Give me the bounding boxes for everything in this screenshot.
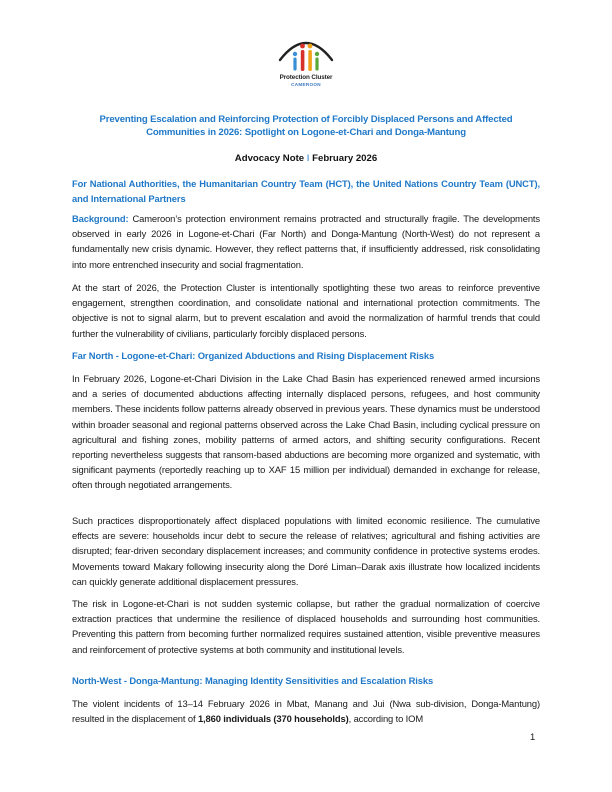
background-text: Cameroon’s protection environment remains protracted and structurally fragile. The developments observed in early 2026 in Logone-et-Chari (Far North) and Donga-Mantung (North-West) do not represent a fundamentally new crisis dynamic. However, they reflect patterns that, if insufficiently addressed, risk consolidating into more entrenched insecurity and social fragmentation. xyxy=(72,213,540,270)
far-north-paragraph-3: The risk in Logone-et-Chari is not sudden systemic collapse, but rather the gradual normalization of coercive extraction practices that undermine the resilience of displaced households and surrounding host communities. Preventing this pattern from becoming further normalized requires sustained attention, visible preventive measures and reinforcement of protective systems at both community and institutional levels. xyxy=(72,598,540,655)
section-heading-north-west: North-West - Donga-Mantung: Managing Identity Sensitivities and Escalation Risks xyxy=(72,675,434,686)
document-title: Preventing Escalation and Reinforcing Protection of Forcibly Displaced Persons and Affected Communities in 2026: Spotlight on Logone-et-Chari and Donga-Mantung xyxy=(99,114,513,138)
document-subtitle xyxy=(72,153,540,164)
intro-paragraph: At the start of 2026, the Protection Cluster is intentionally spotlighting these two areas to reinforce preventive engagement, strengthen coordination, and consolidate national and international protection commitments. The objective is not to signal alarm, but to prevent escalation and avoid the normalization of harmful trends that could further the vulnerability of civilians, particularly forcibly displaced persons. xyxy=(72,282,540,339)
north-west-paragraph-1 xyxy=(72,696,540,726)
protection-cluster-logo xyxy=(276,24,336,96)
paragraph-text: The violent incidents of 13–14 February 2026 in Mbat, Manang and Jui (Nwa sub-division, Donga-Mantung) resulted in the displacement of xyxy=(72,698,540,725)
far-north-paragraph-1: In February 2026, Logone-et-Chari Division in the Lake Chad Basin has experienced renewed armed incursions and a series of documented abductions affecting internally displaced persons, refugees, and host community members. These incidents follow patterns already observed in previous years. These dynamics must be understood within broader seasonal and regional patterns observed across the Lake Chad Basin, including cyclical pressure on agricultural and fishing zones, mobility patterns of armed actors, and shifting security configurations. Recent reporting nevertheless suggests that ransom-based abductions are becoming more organized and systematic, with significant payments (reportedly reaching up to XAF 15 million per individual) demanded in exchange for release, often through negotiated arrangements. xyxy=(72,373,540,491)
logo-name: Protection Cluster xyxy=(279,74,333,81)
note-type: Advocacy Note xyxy=(234,153,305,164)
people-arc-icon xyxy=(276,24,336,74)
note-date: February 2026 xyxy=(312,153,378,164)
far-north-paragraph-2: Such practices disproportionately affect displaced populations with limited economic resilience. The cumulative effects are severe: households incur debt to secure the release of relatives; agricultural and fishing activities are disrupted; fear-driven secondary displacement increases; and community confidence in protective systems erodes. Movements toward Makary following insecurity along the Doré Liman–Darak axis illustrate how localized incidents can quickly generate additional displacement pressures. xyxy=(72,515,540,587)
audience-heading: For National Authorities, the Humanitarian Country Team (HCT), the United Nations Country Team (UNCT), and International Partners xyxy=(72,178,540,204)
paragraph-text: , according to IOM xyxy=(348,713,424,725)
subtitle-separator: I xyxy=(306,153,310,164)
page-number: 1 xyxy=(530,731,536,742)
section-heading-far-north: Far North - Logone-et-Chari: Organized Abductions and Rising Displacement Risks xyxy=(72,350,435,361)
logo-country: CAMEROON xyxy=(291,82,321,87)
displacement-figure: 1,860 individuals (370 households) xyxy=(197,713,349,725)
background-label: Background: xyxy=(72,213,129,224)
background-paragraph xyxy=(72,211,540,272)
